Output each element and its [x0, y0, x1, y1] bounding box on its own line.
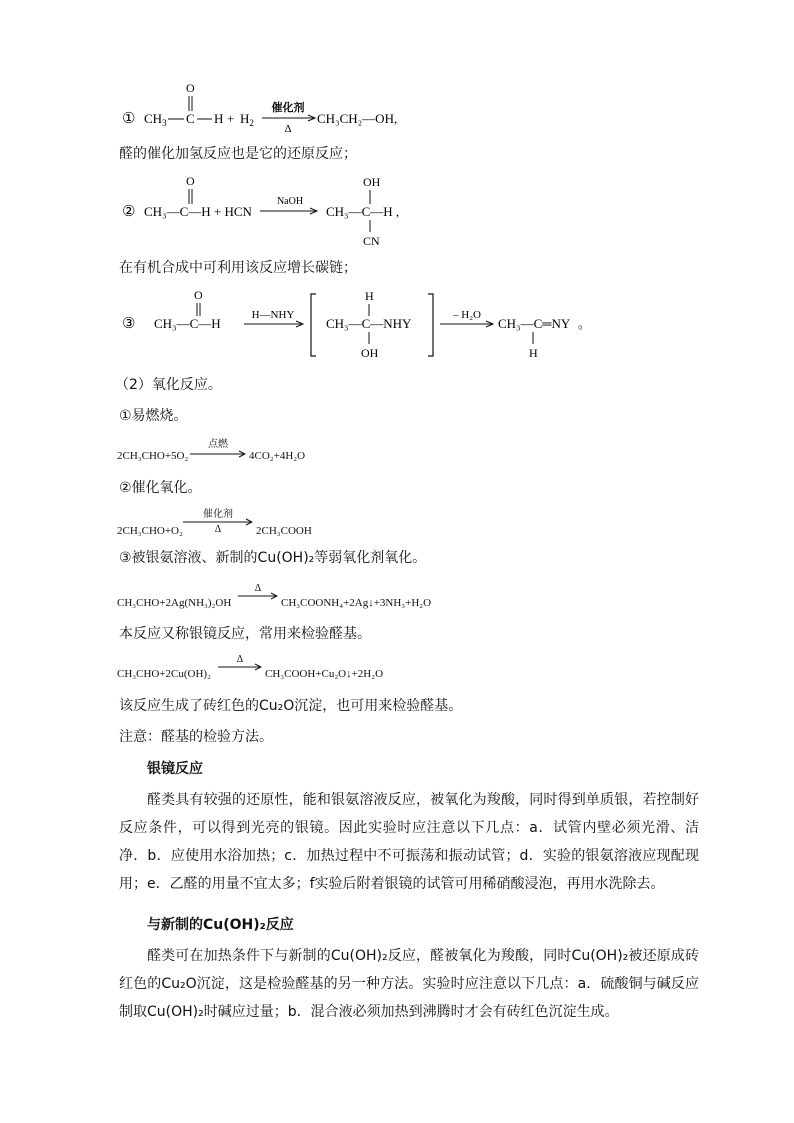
- oxidation-heading: （2）氧化反应。: [115, 377, 222, 393]
- equation-4-left: CH₃CHO+2Cu(OH)₂: [117, 668, 211, 680]
- copper-hydroxide-heading: 与新制的Cu(OH)₂反应: [147, 917, 294, 933]
- reaction-1-product: CH₃CH₂—OH,: [317, 111, 398, 126]
- equation-2-right: 2CH₃COOH: [256, 525, 312, 537]
- reaction-1-plus: +: [227, 111, 235, 126]
- reaction-3-oxygen: O: [194, 288, 203, 302]
- oxidation-item-2: ②催化氧化。: [119, 480, 202, 496]
- reaction-2-cn: CN: [363, 234, 380, 248]
- silver-mirror-paragraph: 醛类具有较强的还原性，能和银氨溶液反应，被氧化为羧酸，同时得到单质银，若控制好反应条件，可以得到光亮的银镜。因此实验时应注意以下几点：a．试管内壁必须光滑、洁净．b．应使用水浴加热；c．加热过程中不可振荡和振动试管；d．实验的银氨溶液应现配现用；e．乙醛的用量不宜太多；f实验后附着银镜的试管可用稀硝酸浸泡，再用水洗除去。: [119, 792, 699, 892]
- reaction-3-number: ③: [122, 316, 136, 332]
- equation-4-right: CH₃COOH+Cu₂O↓+2H₂O: [265, 668, 384, 680]
- equation-4-arrow: [218, 656, 262, 672]
- right-bracket: [428, 294, 433, 356]
- equation-2-arrow: [183, 508, 253, 538]
- reaction-3-reactant: CH₃—C—H: [154, 316, 221, 331]
- reaction-1-h: H: [214, 111, 224, 126]
- equation-1-left: 2CH₃CHO+5O₂: [117, 450, 189, 462]
- copper-hydroxide-paragraph: 醛类可在加热条件下与新制的Cu(OH)₂反应，醛被氧化为羧酸，同时Cu(OH)₂被还原成砖红色的Cu₂O沉淀，这是检验醛基的另一种方法。实验时应注意以下几点：a．硫酸铜与碱反应制取Cu(OH)₂时碱应过量；b．混合液必须加热到沸腾时才会有砖红色沉淀生成。: [119, 948, 699, 1020]
- reaction-1-oxygen: O: [186, 81, 195, 95]
- reaction-2-oxygen: O: [186, 174, 195, 188]
- equation-2-catalyst: 催化剂: [203, 509, 233, 520]
- equation-3-heat: Δ: [254, 583, 262, 594]
- reaction-2-number: ②: [122, 204, 136, 220]
- equation-3-right: CH₃COONH₄+2Ag↓+3NH₃+H₂O: [281, 597, 432, 609]
- reaction-1-h2: $H_2$: [240, 111, 254, 128]
- reaction-3-intermediate-h: H: [365, 289, 374, 303]
- equation-4-heat: Δ: [236, 654, 244, 665]
- reaction-3-structure: [110, 284, 610, 364]
- reaction-1-structure: [110, 78, 440, 134]
- oxidation-item-3: ③被银氨溶液、新制的Cu(OH)₂等弱氧化剂氧化。: [119, 550, 427, 566]
- equation-1-arrow: [190, 439, 246, 455]
- reaction-2-product: CH₃—C—H ,: [326, 204, 400, 219]
- reaction-1-carbon: C: [186, 111, 195, 126]
- reaction-1-catalyst: 催化剂: [271, 102, 305, 114]
- equation-1-right: 4CO₂+4H₂O: [249, 450, 306, 462]
- reaction-3-product: CH₃—C═NY: [498, 316, 571, 331]
- equation-1-condition: 点燃: [208, 439, 228, 450]
- reaction-1-ch3: $CH_3$: [144, 111, 167, 128]
- reaction-3-end: 。: [578, 316, 592, 331]
- reaction-2-catalyst: NaOH: [276, 196, 304, 207]
- reaction-2-oh: OH: [363, 175, 381, 189]
- reaction-3-intermediate: CH₃—C—NHY: [326, 316, 412, 331]
- reaction-1-note: 醛的催化加氢反应也是它的还原反应；: [119, 146, 357, 162]
- reaction-3-reagent: H—NHY: [251, 309, 295, 321]
- reaction-2-structure: [110, 170, 430, 250]
- silver-mirror-heading: 银镜反应: [147, 761, 203, 777]
- left-bracket: [311, 294, 316, 356]
- reaction-3-product-h: H: [529, 346, 538, 360]
- attention-note: 注意：醛基的检验方法。: [119, 729, 273, 745]
- equation-3-left: CH₃CHO+2Ag(NH₃)₂OH: [117, 597, 232, 609]
- reaction-1-number: ①: [122, 111, 136, 127]
- equation-3-arrow: [238, 585, 278, 601]
- copper-hydroxide-note: 该反应生成了砖红色的Cu₂O沉淀，也可用来检验醛基。: [119, 698, 463, 714]
- silver-mirror-note: 本反应又称银镜反应，常用来检验醛基。: [119, 626, 371, 642]
- reaction-1-heat: Δ: [284, 123, 292, 134]
- reaction-2-note: 在有机合成中可利用该反应增长碳链；: [119, 260, 357, 276]
- equation-2-left: 2CH₃CHO+O₂: [117, 525, 183, 537]
- equation-2-heat: Δ: [214, 524, 222, 535]
- oxidation-item-1: ①易燃烧。: [119, 408, 188, 424]
- reaction-3-water-loss: – H₂O: [453, 309, 481, 321]
- reaction-3-intermediate-oh: OH: [361, 346, 379, 360]
- reaction-2-reactant: CH₃—C—H + HCN: [144, 204, 252, 219]
